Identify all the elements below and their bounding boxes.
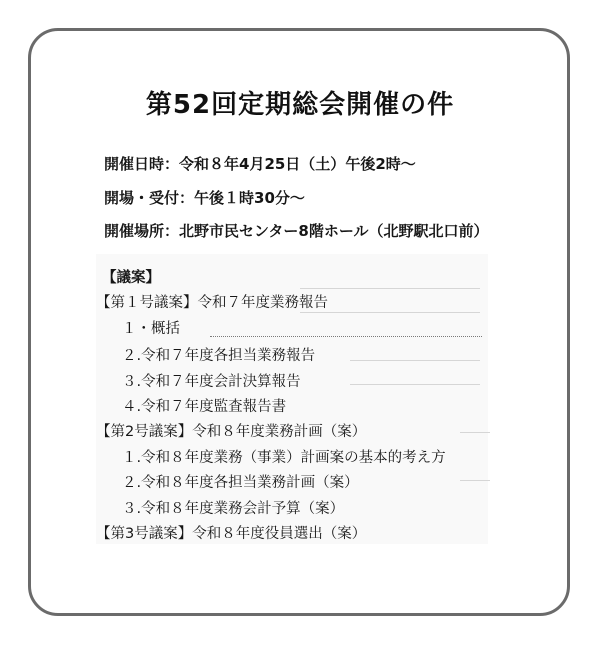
agenda-item-2: 【第2号議案】令和８年度業務計画（案） xyxy=(96,424,367,440)
agenda-item-3: 【第3号議案】令和８年度役員選出（案） xyxy=(96,526,367,542)
agenda-subitem-1-4: ４.令和７年度監査報告書 xyxy=(122,399,287,415)
agenda-subitem-1-2: ２.令和７年度各担当業務報告 xyxy=(122,348,316,364)
page-title: 第52回定期総会開催の件 xyxy=(145,90,455,120)
agenda-subitem-2-1: １.令和８年度業務（事業）計画案の基本的考え方 xyxy=(122,450,446,466)
faded-background-rule xyxy=(300,312,480,313)
agenda-subitem-1-1: １・概括 xyxy=(122,321,180,337)
event-datetime: 開催日時：令和８年4月25日（土）午後2時～ xyxy=(104,155,416,173)
doors-open-time: 開場・受付：午後１時30分～ xyxy=(104,189,305,207)
faded-background-rule xyxy=(350,384,480,385)
agenda-item-1: 【第１号議案】令和７年度業務報告 xyxy=(96,295,328,311)
event-venue: 開催場所：北野市民センター8階ホール（北野駅北口前） xyxy=(104,222,489,240)
faded-background-rule xyxy=(460,480,490,481)
agenda-subitem-2-2: ２.令和８年度各担当業務計画（案） xyxy=(122,475,359,491)
faded-background-rule xyxy=(350,360,480,361)
faded-background-rule xyxy=(300,288,480,289)
agenda-subitem-2-3: ３.令和８年度業務会計予算（案） xyxy=(122,501,345,517)
agenda-heading: 【議案】 xyxy=(102,270,160,286)
dotted-divider xyxy=(210,336,482,337)
agenda-subitem-1-3: ３.令和７年度会計決算報告 xyxy=(122,374,301,390)
faded-background-rule xyxy=(460,432,490,433)
